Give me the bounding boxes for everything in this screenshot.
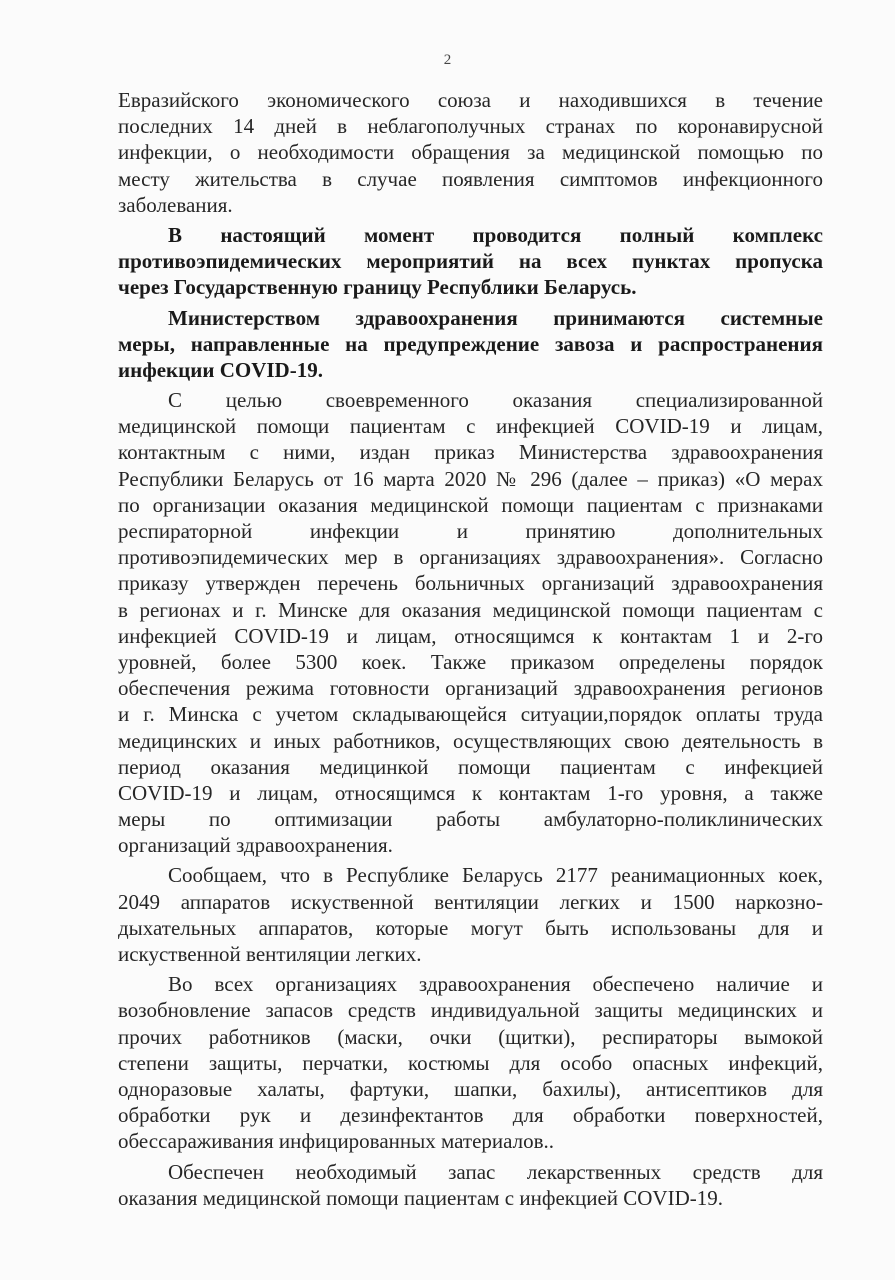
text-line: последних 14 дней в неблагополучных странах по коронавирусной <box>118 114 823 139</box>
text-line: Во всех организациях здравоохранения обеспечено наличие и <box>168 972 823 997</box>
paragraph-gap <box>118 1212 823 1215</box>
paragraph <box>118 1159 823 1211</box>
document-body <box>118 87 823 1215</box>
text-line: искуственной вентиляции легких. <box>118 942 422 966</box>
text-line: по организации оказания медицинской помощи пациентам с признаками <box>118 492 823 517</box>
text-line: Республики Беларусь от 16 марта 2020 № 296 (далее – приказ) «О мерах <box>118 466 823 491</box>
paragraph <box>118 387 823 858</box>
text-line: период оказания медицинкой помощи пациентам с инфекцией <box>118 754 823 779</box>
text-line: 2049 аппаратов искуственной вентиляции легких и 1500 наркозно- <box>118 889 823 914</box>
paragraph <box>118 222 823 301</box>
text-line: меры по оптимизации работы амбулаторно-поликлинических <box>118 807 823 832</box>
text-line: дыхательных аппаратов, которые могут быть использованы для и <box>118 915 823 940</box>
text-line: меры, направленные на предупреждение завоза и распространения <box>118 331 823 356</box>
text-line: С целью своевременного оказания специализированной <box>168 388 823 413</box>
paragraph <box>118 87 823 218</box>
text-line: уровней, более 5300 коек. Также приказом определены порядок <box>118 649 823 674</box>
text-line: инфекции, о необходимости обращения за медицинской помощью по <box>118 140 823 165</box>
text-line: возобновление запасов средств индивидуальной защиты медицинских и <box>118 998 823 1023</box>
text-line: обработки рук и дезинфектантов для обработки поверхностей, <box>118 1103 823 1128</box>
paragraph <box>118 971 823 1154</box>
text-line: организаций здравоохранения. <box>118 833 393 858</box>
text-line: Министерством здравоохранения принимаются системные <box>168 305 823 330</box>
text-line: Обеспечен необходимый запас лекарственных средств для <box>168 1159 823 1184</box>
text-line: обессараживания инфицированных материалов.. <box>118 1129 555 1154</box>
text-line: одноразовые халаты, фартуки, шапки, бахилы), антисептиков для <box>118 1076 823 1101</box>
text-line: заболевания. <box>118 192 233 217</box>
text-line: степени защиты, перчатки, костюмы для особо опасных инфекций, <box>118 1050 823 1075</box>
text-line: COVID-19 и лицам, относящимся к контактам 1-го уровня, а также <box>118 780 823 805</box>
text-line: в регионах и г. Минске для оказания медицинской помощи пациентам с <box>118 597 823 622</box>
text-line: месту жительства в случае появления симптомов инфекционного <box>118 166 823 191</box>
text-line: респираторной инфекции и принятию дополнительных <box>118 519 823 543</box>
text-line: инфекции COVID-19. <box>118 357 323 382</box>
text-line: и г. Минска с учетом складывающейся ситуации,порядок оплаты труда <box>118 702 823 727</box>
text-line: через Государственную границу Республики Беларусь. <box>118 275 637 300</box>
text-line: медицинской помощи пациентам с инфекцией COVID-19 и лицам, <box>118 414 823 439</box>
text-line: приказу утвержден перечень больничных организаций здравоохранения <box>118 571 823 596</box>
page-number: 2 <box>443 52 452 68</box>
text-line: инфекцией COVID-19 и лицам, относящимся к контактам 1 и 2-го <box>118 623 823 648</box>
text-line: Сообщаем, что в Республике Беларусь 2177 реанимационных коек, <box>168 863 823 888</box>
text-line: обеспечения режима готовности организаций здравоохранения регионов <box>118 676 823 701</box>
text-line: противоэпидемических мероприятий на всех пунктах пропуска <box>118 249 823 274</box>
text-line: Евразийского экономического союза и находившихся в течение <box>118 88 823 112</box>
text-line: медицинских и иных работников, осуществляющих свою деятельность в <box>118 728 823 753</box>
text-line: оказания медицинской помощи пациентам с инфекцией COVID-19. <box>118 1185 724 1210</box>
text-line: контактным с ними, издан приказ Министерства здравоохранения <box>118 440 823 465</box>
text-line: В настоящий момент проводится полный комплекс <box>168 222 823 247</box>
paragraph <box>118 305 823 384</box>
paragraph <box>118 862 823 967</box>
text-line: прочих работников (маски, очки (щитки), респираторы вымокой <box>118 1024 823 1049</box>
text-line: противоэпидемических мер в организациях здравоохранения». Согласно <box>118 545 823 570</box>
